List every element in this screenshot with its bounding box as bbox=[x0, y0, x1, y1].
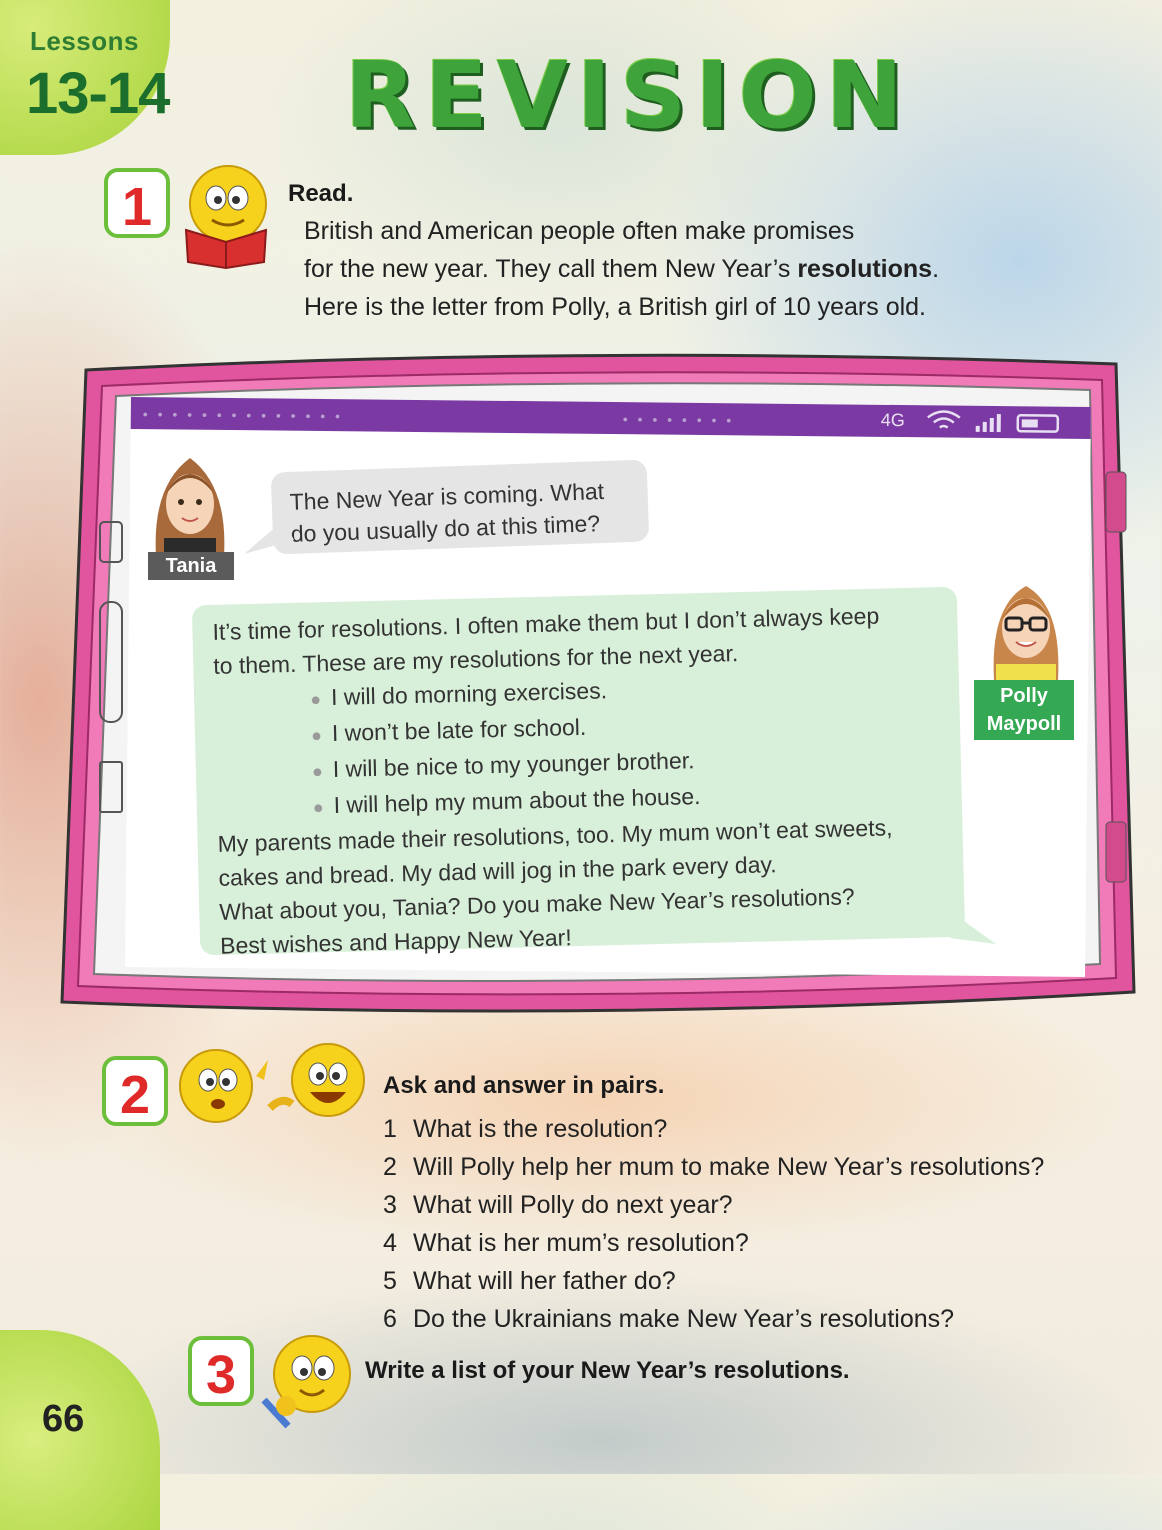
bubble-tail bbox=[244, 520, 294, 560]
resolution-item: ● I will do morning exercises. bbox=[310, 665, 940, 716]
signal-icon bbox=[976, 414, 1001, 432]
question-list bbox=[383, 1110, 1044, 1338]
question-item: 3 What will Polly do next year? bbox=[383, 1191, 733, 1219]
status-dots: • • • • • • • • • • • • • • bbox=[142, 406, 344, 425]
exercise-3-number: 3 bbox=[188, 1336, 254, 1406]
resolution-item: ● I will help my mum about the house. bbox=[312, 773, 942, 824]
polly-avatar bbox=[976, 576, 1076, 680]
resolutions-keyword: resolutions bbox=[797, 255, 933, 283]
message-line: to them. These are my resolutions for the next year. bbox=[213, 640, 739, 679]
intro-line: Here is the letter from Polly, a British girl of 10 years old. bbox=[304, 293, 926, 321]
reading-smiley-icon bbox=[176, 160, 276, 270]
message-line: cakes and bread. My dad will jog in the park every day. bbox=[218, 851, 777, 891]
question-item: 2 Will Polly help her mum to make New Year’s resolutions? bbox=[383, 1153, 1045, 1181]
intro-line: British and American people often make promises bbox=[304, 217, 855, 245]
exercise-1-intro bbox=[304, 212, 939, 326]
page-number: 66 bbox=[42, 1398, 85, 1440]
message-line: do you usually do at this time? bbox=[290, 510, 601, 547]
tania-message-bubble bbox=[271, 459, 650, 554]
battery-icon bbox=[1018, 415, 1058, 431]
message-line: My parents made their resolutions, too. My mum won’t eat sweets, bbox=[217, 814, 893, 857]
writing-smiley-icon bbox=[258, 1330, 358, 1430]
lessons-label: Lessons bbox=[30, 26, 139, 56]
page-title: REVISION bbox=[345, 42, 912, 149]
exercise-2-number: 2 bbox=[102, 1056, 168, 1126]
exercise-1-instruction: Read. bbox=[288, 180, 354, 207]
message-line: What about you, Tania? Do you make New Year’s resolutions? bbox=[219, 883, 855, 925]
message-line: It’s time for resolutions. I often make them but I don’t always keep bbox=[212, 602, 880, 645]
resolution-item: ● I won’t be late for school. bbox=[311, 701, 941, 752]
tania-name-tag: Tania bbox=[148, 552, 234, 580]
bubble-tail bbox=[940, 904, 1000, 950]
status-icons bbox=[926, 409, 1066, 434]
polly-message-bubble bbox=[192, 587, 965, 959]
exercise-3-instruction: Write a list of your New Year’s resolutions. bbox=[365, 1357, 850, 1384]
question-item: 1 What is the resolution? bbox=[383, 1115, 668, 1143]
polly-name-tag: Polly Maypoll bbox=[974, 680, 1074, 740]
question-item: 4 What is her mum’s resolution? bbox=[383, 1229, 749, 1257]
tania-avatar bbox=[146, 446, 234, 556]
network-label: 4G bbox=[880, 409, 905, 431]
status-dots: • • • • • • • • bbox=[622, 411, 735, 429]
exercise-1-number: 1 bbox=[104, 168, 170, 238]
exercise-2-instruction: Ask and answer in pairs. bbox=[383, 1072, 665, 1099]
message-line: The New Year is coming. What bbox=[289, 477, 605, 515]
intro-line: for the new year. They call them New Year’s resolutions. bbox=[304, 255, 940, 283]
lessons-number: 13-14 bbox=[26, 61, 170, 126]
wifi-icon bbox=[928, 411, 960, 427]
question-item: 5 What will her father do? bbox=[383, 1267, 676, 1295]
message-line: Best wishes and Happy New Year! bbox=[219, 924, 572, 959]
question-item: 6 Do the Ukrainians make New Year’s resolutions? bbox=[383, 1305, 955, 1333]
pair-talking-smileys-icon bbox=[172, 1040, 372, 1130]
resolution-item: ● I will be nice to my younger brother. bbox=[311, 737, 941, 788]
